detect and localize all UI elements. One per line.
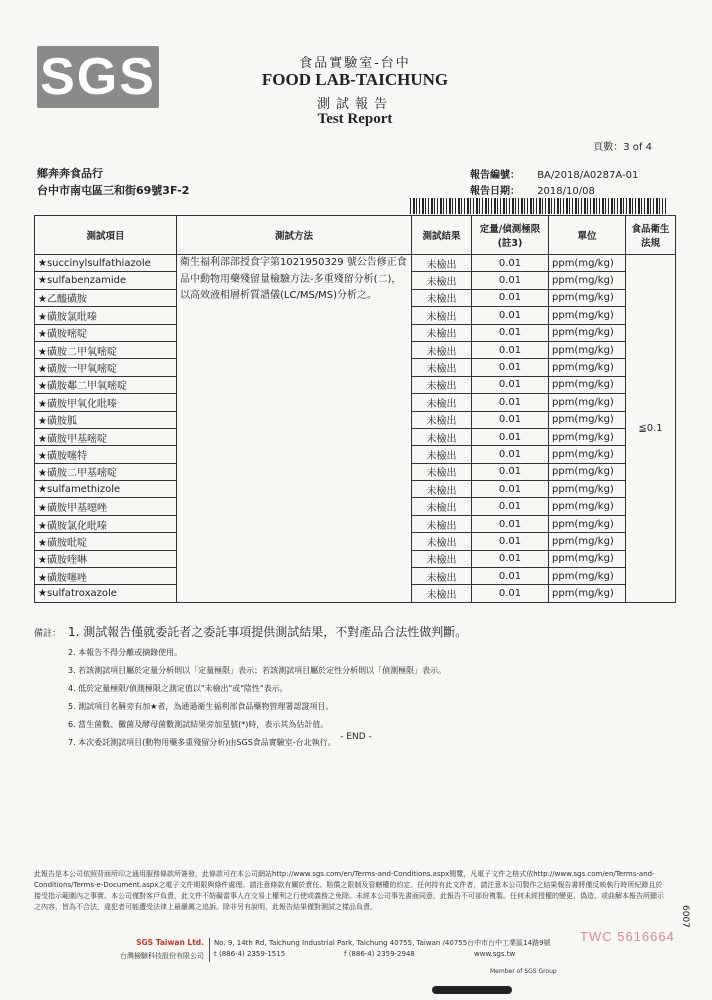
test-unit: ppm(mg/kg) [549,568,626,585]
barcode [410,198,666,214]
test-unit: ppm(mg/kg) [549,394,626,411]
test-item: ★磺胺甲基嘧啶 [35,428,177,445]
footer-web: www.sgs.tw [474,950,516,958]
notes-label: 備註： [34,629,62,639]
footer-brand: SGS Taiwan Ltd. [136,938,204,947]
test-item: ★sulfatroxazole [35,585,177,602]
test-unit: ppm(mg/kg) [549,376,626,393]
test-result: 未檢出 [412,255,472,272]
disclaimer: 此報告是本公司依照背面所印之通用服務條款所簽發，此條款可在本公司網站http://www.sgs.com/en/Terms-and-Conditions.aspx閱覽，凡電子文件之格式依http://www.sgs.com/en/Terms-and-Conditions/Terms-e-Document.aspx之電子文件期限與條件處理。請注意條款有關於責任、賠償之限制及管轄權的約定。任何持有此文件者，請注意本公司製作之結果報告書將僅反映執行時所紀錄且於接受指示範圍內之事實。本公司僅對客戶負責，此文件不妨礙當事人在交易上權利之行使或義務之免除。未經本公司事先書面同意，此報告不可部份複製。任何未經授權的變更、偽造、或曲解本報告所顯示之內容，皆為不合法，違犯者可能遭受法律上最嚴厲之追訴。除非另有說明，此報告結果僅對測試之樣品負責。 [34,870,664,911]
results-table [34,215,676,603]
note-item: 6. 當生菌數、黴菌及酵母菌數測試結果旁加星號(*)時，表示其為估計值。 [68,720,329,729]
test-unit: ppm(mg/kg) [549,359,626,376]
test-unit: ppm(mg/kg) [549,324,626,341]
test-loq: 0.01 [472,568,549,585]
test-loq: 0.01 [472,376,549,393]
test-loq: 0.01 [472,428,549,445]
report-date [470,182,595,197]
test-item: ★磺胺吡啶 [35,533,177,550]
header-result: 測試結果 [412,216,472,255]
test-result: 未檢出 [412,585,472,602]
note-item: 7. 本次委託測試項目(動物用藥多重殘留分析)由SGS食品實驗室-台北執行。 [68,738,336,747]
regulation-limit: ≦0.1 [626,255,676,603]
test-item: ★磺胺甲基噁唑 [35,498,177,515]
test-item: ★磺胺甲氧化吡嗪 [35,394,177,411]
test-result: 未檢出 [412,307,472,324]
test-loq: 0.01 [472,446,549,463]
test-unit: ppm(mg/kg) [549,307,626,324]
test-result: 未檢出 [412,411,472,428]
header-method: 測試方法 [177,216,412,255]
test-item: ★磺胺噻唑 [35,568,177,585]
test-result: 未檢出 [412,550,472,567]
client-address: 台中市南屯區三和街69號3F-2 [37,184,190,197]
serial-number: TWC 5616664 [580,929,675,944]
test-unit: ppm(mg/kg) [549,533,626,550]
test-loq: 0.01 [472,585,549,602]
test-result: 未檢出 [412,446,472,463]
test-result: 未檢出 [412,428,472,445]
test-result: 未檢出 [412,376,472,393]
test-loq: 0.01 [472,463,549,480]
note-item: 4. 低於定量極限/偵測極限之測定值以"未檢出"或"陰性"表示。 [68,684,288,693]
test-loq: 0.01 [472,341,549,358]
test-unit: ppm(mg/kg) [549,463,626,480]
test-item: ★sulfamethizole [35,481,177,498]
test-unit: ppm(mg/kg) [549,341,626,358]
table-row [35,255,676,272]
report-number-value: BA/2018/A0287A-01 [537,170,639,181]
report-title-zh: 測試報告 [316,97,393,112]
test-loq: 0.01 [472,359,549,376]
test-method: 衛生福利部部授食字第1021950329 號公告修正食品中動物用藥殘留量檢驗方法-多重殘留分析(二)，以高效液相層析質譜儀(LC/MS/MS)分析之。 [177,255,412,603]
test-unit: ppm(mg/kg) [549,411,626,428]
test-result: 未檢出 [412,289,472,306]
test-item: ★磺胺二甲氧嘧啶 [35,341,177,358]
footer-phones [214,950,679,962]
header-item: 測試項目 [35,216,177,255]
note-item: 2. 本報告不得分離或摘錄使用。 [68,648,183,657]
test-loq: 0.01 [472,515,549,532]
side-stamp: 6007 [680,905,690,928]
test-result: 未檢出 [412,359,472,376]
test-item: ★磺胺氯化吡嗪 [35,515,177,532]
note-text: 1. 測試報告僅就委託者之委託事項提供測試結果，不對產品合法性做判斷。 [68,625,468,639]
report-title-en: Test Report [317,111,393,127]
test-result: 未檢出 [412,394,472,411]
lab-name-zh: 食品實驗室-台中 [299,56,411,71]
test-result: 未檢出 [412,463,472,480]
note-item: 5. 測試項目名稱旁有加★者，為通過衛生福利部食品藥物管理署認證項目。 [68,702,334,711]
page-number: 頁數：3 of 4 [593,142,652,153]
footer-brand-zh: 台灣檢驗科技股份有限公司 [120,952,204,960]
end-marker: - END - [340,732,372,742]
note-item: 3. 若該測試項目屬於定量分析則以「定量極限」表示；若該測試項目屬於定性分析則以「偵測極限」表示。 [68,666,447,675]
test-loq: 0.01 [472,324,549,341]
footer-address: No. 9, 14th Rd, Taichung Industrial Park, Taichung 40755, Taiwan /40755台中市台中工業區14路9號 [214,939,551,947]
report-date-label: 報告日期： [470,186,520,197]
footer-member: Member of SGS Group [490,968,557,975]
note-item [34,622,674,644]
signature-mark [432,986,512,994]
test-unit: ppm(mg/kg) [549,272,626,289]
test-item: ★磺胺喹啉 [35,550,177,567]
client-name: 鄉奔奔食品行 [37,167,103,180]
test-unit: ppm(mg/kg) [549,550,626,567]
test-item: ★sulfabenzamide [35,272,177,289]
test-result: 未檢出 [412,324,472,341]
test-unit: ppm(mg/kg) [549,428,626,445]
header-loq: 定量/偵測極限(註3) [472,216,549,255]
lab-name-en: FOOD LAB-TAICHUNG [261,70,449,89]
test-unit: ppm(mg/kg) [549,481,626,498]
test-loq: 0.01 [472,533,549,550]
test-item: ★磺胺氯吡嗪 [35,307,177,324]
test-item: ★磺胺一甲氧嘧啶 [35,359,177,376]
test-result: 未檢出 [412,533,472,550]
test-result: 未檢出 [412,568,472,585]
test-loq: 0.01 [472,289,549,306]
test-result: 未檢出 [412,341,472,358]
footer-fax: f (886-4) 2359-2948 [344,950,415,958]
test-loq: 0.01 [472,481,549,498]
table-header-row [35,216,676,255]
test-result: 未檢出 [412,272,472,289]
test-item: ★succinylsulfathiazole [35,255,177,272]
test-item: ★磺胺嘧啶 [35,324,177,341]
test-item: ★磺胺二甲基嘧啶 [35,463,177,480]
footer-phone: t (886-4) 2359-1515 [214,950,286,958]
test-item: ★磺胺鄰二甲氧嘧啶 [35,376,177,393]
report-date-value: 2018/10/08 [537,186,595,197]
test-unit: ppm(mg/kg) [549,498,626,515]
test-result: 未檢出 [412,515,472,532]
header-limit: 食品衛生法規 [626,216,676,255]
test-loq: 0.01 [472,307,549,324]
test-unit: ppm(mg/kg) [549,446,626,463]
report-number-label: 報告編號： [470,170,520,181]
test-result: 未檢出 [412,481,472,498]
test-unit: ppm(mg/kg) [549,585,626,602]
header-unit: 單位 [549,216,626,255]
test-item: ★磺胺噻特 [35,446,177,463]
test-loq: 0.01 [472,255,549,272]
test-unit: ppm(mg/kg) [549,289,626,306]
test-loq: 0.01 [472,411,549,428]
footer-company [34,938,204,961]
test-loq: 0.01 [472,394,549,411]
test-loq: 0.01 [472,498,549,515]
test-result: 未檢出 [412,498,472,515]
test-item: ★磺胺胍 [35,411,177,428]
test-item: ★乙醯磺胺 [35,289,177,306]
footer [34,935,674,975]
test-unit: ppm(mg/kg) [549,255,626,272]
test-loq: 0.01 [472,272,549,289]
sgs-logo: SGS [37,46,159,108]
report-number [470,166,638,181]
test-loq: 0.01 [472,550,549,567]
test-unit: ppm(mg/kg) [549,515,626,532]
